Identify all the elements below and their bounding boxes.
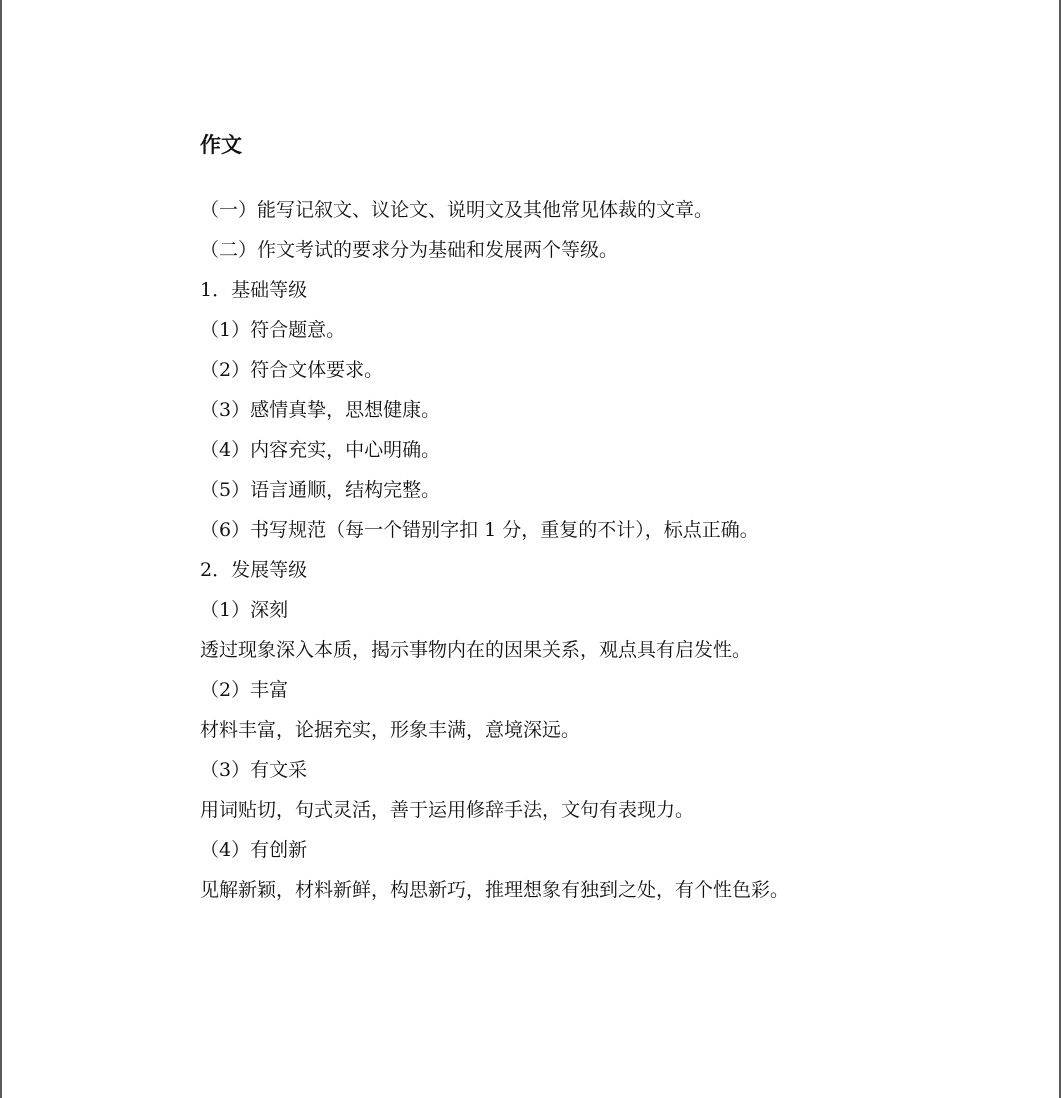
description-development-3: 用词贴切，句式灵活，善于运用修辞手法，文句有表现力。 <box>200 799 695 821</box>
paragraph-exam-levels: （二）作文考试的要求分为基础和发展两个等级。 <box>200 239 619 261</box>
list-item-development-1: （1）深刻 <box>200 599 289 621</box>
list-item-development-3: （3）有文采 <box>200 759 308 781</box>
list-item-basic-1: （1）符合题意。 <box>200 319 346 341</box>
list-item-basic-5: （5）语言通顺，结构完整。 <box>200 479 441 501</box>
list-item-basic-3: （3）感情真挚，思想健康。 <box>200 399 441 421</box>
document-body <box>200 190 960 910</box>
paragraph-essay-genres: （一）能写记叙文、议论文、说明文及其他常见体裁的文章。 <box>200 199 714 221</box>
description-development-1: 透过现象深入本质，揭示事物内在的因果关系，观点具有启发性。 <box>200 639 752 661</box>
document-page <box>2 0 1059 1098</box>
list-item-basic-6: （6）书写规范（每一个错别字扣 1 分，重复的不计），标点正确。 <box>200 519 759 541</box>
description-development-2: 材料丰富，论据充实，形象丰满，意境深远。 <box>200 719 581 741</box>
heading-development-level: 2．发展等级 <box>200 559 308 581</box>
description-development-4: 见解新颖，材料新鲜，构思新巧，推理想象有独到之处，有个性色彩。 <box>200 879 790 901</box>
section-title: 作文 <box>200 133 242 157</box>
list-item-basic-4: （4）内容充实，中心明确。 <box>200 439 441 461</box>
heading-basic-level: 1．基础等级 <box>200 279 308 301</box>
list-item-development-2: （2）丰富 <box>200 679 289 701</box>
list-item-basic-2: （2）符合文体要求。 <box>200 359 384 381</box>
list-item-development-4: （4）有创新 <box>200 839 308 861</box>
